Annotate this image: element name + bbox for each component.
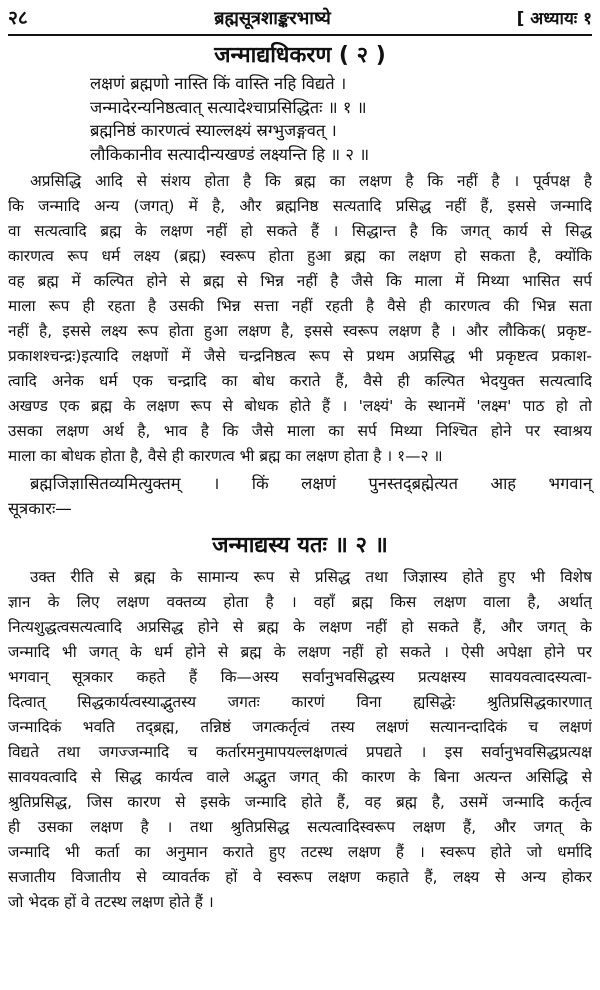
- paragraph-line: नित्यशुद्धत्वसत्यत्वादि अप्रसिद्ध होने से ब्रह्म के लक्षण नहीं हो सकते हैं, और जगत् के: [8, 618, 592, 636]
- paragraph-line: सावयवत्वादि से सिद्ध कार्यत्व वाले अद्भुत जगत् की कारण के बिना अत्यन्त असिद्धि से: [8, 768, 592, 786]
- verse-line: लक्षणं ब्रह्मणो नास्ति किं वास्ति नहि विद्यते ।: [90, 74, 347, 93]
- paragraph-line: ही उसका लक्षण है । तथा श्रुतिप्रसिद्ध सत्यत्वादिस्वरूप लक्षण हैं, और जगत् के: [8, 818, 592, 836]
- paragraph-line: ज्ञान के लिए लक्षण वक्तव्य होता है । वहाँ ब्रह्म किस लक्षण वाला है, अर्थात्: [8, 593, 592, 611]
- paragraph-line: अखण्ड एक ब्रह्म के लक्षण रूप से बोधक होते हैं । 'लक्ष्यं' के स्थानमें 'लक्ष्म' पाठ हो तो: [8, 397, 592, 415]
- paragraph-line: माला रूप ही रहता है उसकी भिन्न सत्ता नहीं रहती है वैसे ही कारणत्व की भिन्न सता: [8, 297, 592, 315]
- paragraph-line: वह ब्रह्म में कल्पित होने से ब्रह्म से भिन्न नहीं है जैसे कि माला में मिथ्या भासित सर्प: [8, 272, 592, 290]
- paragraph-line: जन्मादिकं भवति तद्ब्रह्म, तन्निष्ठं जगत्कर्तृत्वं तस्य लक्षणं सत्यानन्दादिकं च लक्षणं: [8, 718, 592, 736]
- paragraph-line: सजातीय विजातीय से व्यावर्तक हों वे स्वरूप लक्षण कहाते हैं, लक्ष्य से अन्य होकर: [8, 868, 592, 886]
- paragraph-line: जन्मादि भी जगत् के धर्म होने से ब्रह्म के लक्षण नहीं हो सकते । ऐसी अपेक्षा होने पर: [8, 643, 592, 661]
- paragraph-line: विद्यते तथा जगज्जन्मादि च कर्तारमनुमापयल्लक्षणत्वं प्रपद्यते । इस सर्वानुभवसिद्धप्रत्यक्ष: [8, 743, 592, 761]
- sutra-heading: जन्माद्यस्य यतः ॥ २ ॥: [212, 533, 388, 558]
- page-header: [8, 4, 592, 36]
- chapter-label: [ अध्यायः १: [516, 9, 592, 29]
- paragraph-line: प्रकाशश्चन्द्रः)इत्यादि लक्षणों में जैसे चन्द्रनिष्ठत्व रूप से प्रथम अप्रसिद्ध भी प्रकृष्टत्व प्रकाश-: [8, 347, 592, 365]
- verse-block: [90, 72, 592, 166]
- quote-line: सूत्रकारः—: [8, 499, 72, 518]
- paragraph-line: कि जन्मादि अन्य (जगत्) में है, और ब्रह्मनिष्ठ सत्यतादि प्रसिद्ध नहीं हैं, इससे जन्मादि: [8, 197, 592, 215]
- paragraph-line: उक्त रीति से ब्रह्म के सामान्य रूप से प्रसिद्ध तथा जिज्ञास्य होते हुए भी विशेष: [30, 568, 592, 586]
- paragraph-line: माला का बोधक होता है, वैसे ही कारणत्व भी ब्रह्म का लक्षण होता है । १—२ ॥: [8, 447, 443, 465]
- verse-line: लौकिकानीव सत्यादीन्यखण्डं लक्ष्यन्ति हि ॥ २ ॥: [90, 144, 370, 164]
- paragraph-line: दित्वात् सिद्धकार्यत्वस्याद्भुतस्य जगतः कारणं विना ह्यसिद्धेः श्रुतिप्रसिद्धकारणात्: [8, 693, 592, 711]
- paragraph-line: जो भेदक हों वे तटस्थ लक्षण होते हैं ।: [8, 893, 214, 911]
- paragraph-line: त्वादि अनेक धर्म एक चन्द्रादि का बोध कराते हैं, वैसे ही कल्पित भेदयुक्त सत्यत्वादि: [8, 372, 592, 390]
- running-title: ब्रह्मसूत्रशाङ्करभाष्ये: [214, 8, 331, 29]
- paragraph-line: श्रुतिप्रसिद्ध, जिस कारण से इसके जन्मादि होते हैं, वह ब्रह्म है, उसमें जन्मादि कर्तृत्व: [8, 793, 592, 811]
- page-number: २८: [8, 7, 28, 29]
- verse-line: जन्मादेरन्यनिष्ठत्वात् सत्यादेश्चाप्रसिद्धितः ॥ १ ॥: [90, 97, 367, 117]
- verse-line: ब्रह्मनिष्ठं कारणत्वं स्याल्लक्ष्यं स्रग्भुजङ्गवत् ।: [90, 121, 337, 140]
- commentary-paragraph-1: [8, 169, 592, 469]
- paragraph-line: नहीं है, इससे लक्ष्य रूप होता हुआ लक्षण है, इससे स्वरूप लक्षण है । और लौकिक( प्रकृष्ट-: [8, 322, 592, 340]
- paragraph-line: वा सत्यत्वादि ब्रह्म के लक्षण नहीं हो सकते हैं । सिद्धान्त है कि जगत् कार्य से सिद्ध: [8, 222, 592, 240]
- commentary-paragraph-2: [8, 565, 592, 915]
- section-heading: जन्माद्यधिकरण ( २ ): [214, 43, 386, 68]
- paragraph-line: भगवान् सूत्रकार कहते हैं कि—अस्य सर्वानुभवसिद्धस्य प्रत्यक्षस्य सावयवत्वादस्यत्वा-: [8, 668, 592, 686]
- quote-line: ब्रह्मजिज्ञासितव्यमित्युक्तम् । किं लक्षणं पुनस्तद्ब्रह्मेत्यत आह भगवान्: [30, 474, 592, 493]
- paragraph-line: अप्रसिद्धि आदि से संशय होता है कि ब्रह्म का लक्षण है कि नहीं है । पूर्वपक्ष है: [30, 172, 592, 190]
- paragraph-line: उसका लक्षण अर्थ है, भाव है कि जैसे माला का सर्प मिथ्या निश्चित होने पर स्वाश्रय: [8, 422, 592, 440]
- paragraph-line: कारणत्व रूप धर्म लक्ष्य (ब्रह्म) स्वरूप होता हुआ ब्रह्म का लक्षण हो सकता है, क्योंकि: [8, 247, 592, 265]
- paragraph-line: जन्मादि भी कर्ता का अनुमान कराते हुए तटस्थ लक्षण हैं । स्वरूप होते जो धर्मादि: [8, 843, 592, 861]
- bhashya-quote: [8, 471, 592, 521]
